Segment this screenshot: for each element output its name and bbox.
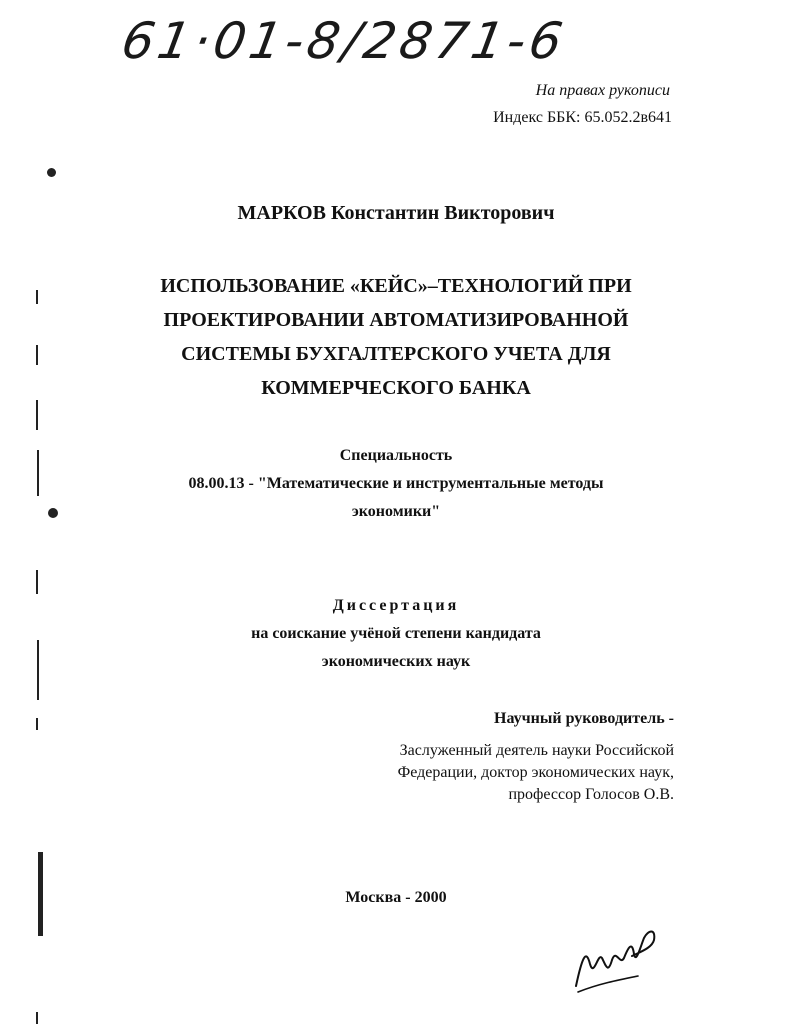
specialty-name: экономики" xyxy=(351,503,441,520)
advisor-detail-line: Федерации, доктор экономических наук, xyxy=(397,764,674,781)
scan-mark xyxy=(37,450,39,496)
title-line: ПРОЕКТИРОВАНИИ АВТОМАТИЗИРОВАННОЙ xyxy=(163,309,629,331)
advisor-details xyxy=(398,740,674,806)
dissertation-field: экономических наук xyxy=(321,653,471,670)
author-name: МАРКОВ Константин Викторович xyxy=(237,202,555,224)
dissertation-title: Диссертация xyxy=(332,597,460,614)
scan-mark xyxy=(38,852,43,936)
signature-icon xyxy=(568,918,664,998)
scan-mark xyxy=(36,400,38,430)
title-line: КОММЕРЧЕСКОГО БАНКА xyxy=(261,377,531,399)
advisor-detail-line: Заслуженный деятель науки Российской xyxy=(399,742,674,759)
scan-mark xyxy=(36,345,38,365)
dissertation-purpose: на соискание учёной степени кандидата xyxy=(251,625,541,642)
manuscript-note: На правах рукописи xyxy=(535,82,670,99)
title-line: ИСПОЛЬЗОВАНИЕ «КЕЙС»–ТЕХНОЛОГИЙ ПРИ xyxy=(160,275,632,297)
scan-mark xyxy=(36,1012,38,1024)
scan-mark xyxy=(37,640,39,700)
specialty-code: 08.00.13 - "Математические и инструментальные методы xyxy=(188,475,604,492)
bbk-index: Индекс ББК: 65.052.2в641 xyxy=(493,109,672,126)
scan-mark xyxy=(48,508,58,518)
title-line: СИСТЕМЫ БУХГАЛТЕРСКОГО УЧЕТА ДЛЯ xyxy=(181,343,611,365)
scan-mark xyxy=(36,290,38,304)
advisor-heading: Научный руководитель - xyxy=(494,710,674,727)
city-year: Москва - 2000 xyxy=(345,889,447,906)
advisor-detail-line: профессор Голосов О.В. xyxy=(508,786,674,803)
specialty-label: Специальность xyxy=(339,447,453,464)
scan-mark xyxy=(47,168,56,177)
thesis-title xyxy=(0,269,792,405)
scan-mark xyxy=(36,718,38,730)
handwritten-number: 61·01-8/2871-6 xyxy=(117,12,571,70)
scan-mark xyxy=(36,570,38,594)
